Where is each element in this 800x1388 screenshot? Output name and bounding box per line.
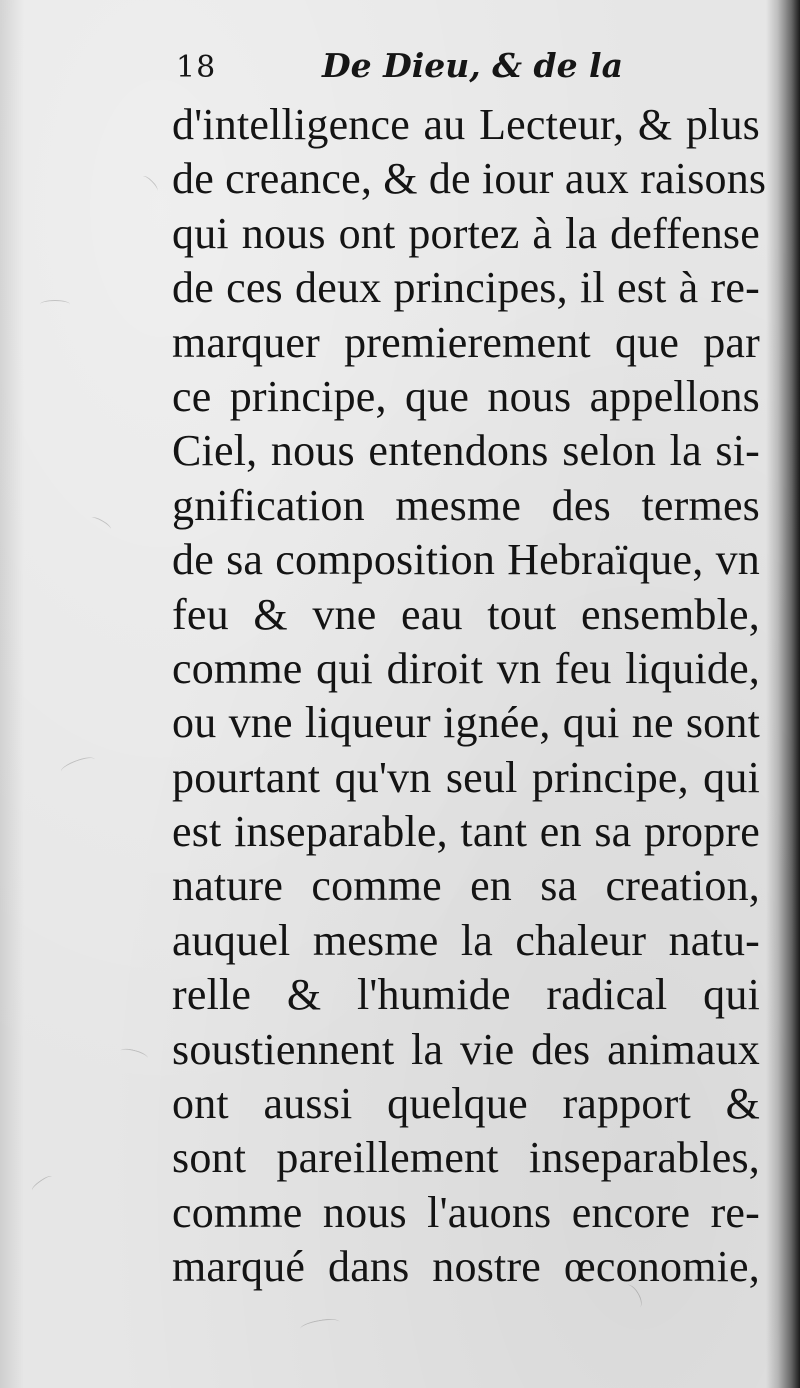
- text-line: comme qui diroit vn feu liquide,: [172, 643, 760, 693]
- running-head-title: De Dieu, & de la: [322, 46, 623, 85]
- body-text: [172, 98, 772, 1295]
- page-number: 18: [176, 50, 217, 85]
- text-line: ou vne liqueur ignée, qui ne sont: [172, 698, 760, 748]
- page-edge-shading: [0, 0, 24, 1388]
- paper-fiber: [30, 1174, 54, 1194]
- running-head: [176, 42, 676, 94]
- text-line: d'intelligence au Lecteur, & plus: [172, 100, 760, 149]
- text-line: gnification mesme des termes: [172, 480, 760, 530]
- text-line: auquel mesme la chaleur natu-: [172, 915, 760, 965]
- text-line: ont aussi quelque rapport &: [172, 1079, 760, 1129]
- text-line: de creance, & de iour aux raisons: [172, 154, 767, 204]
- paper-fiber: [140, 174, 159, 193]
- text-line: comme nous l'auons encore re-: [172, 1187, 760, 1237]
- text-line: Ciel, nous entendons selon la si-: [172, 426, 760, 476]
- text-line: pourtant qu'vn seul principe, qui: [172, 752, 760, 802]
- text-line: relle & l'humide radical qui: [172, 970, 760, 1020]
- paper-fiber: [59, 754, 97, 777]
- text-line: qui nous ont portez à la deffense: [172, 208, 760, 258]
- paper-fiber: [90, 515, 113, 532]
- paper-fiber: [299, 1317, 340, 1335]
- text-line: est inseparable, tant en sa propre: [172, 807, 760, 857]
- paper-fiber: [119, 1047, 148, 1063]
- text-line: de ces deux principes, il est à re-: [172, 263, 760, 313]
- text-line: marquer premierement que par: [172, 317, 760, 367]
- text-line: nature comme en sa creation,: [172, 861, 760, 911]
- text-line: ce principe, que nous appellons: [172, 371, 760, 421]
- text-line: feu & vne eau tout ensemble,: [172, 589, 760, 639]
- paper-fiber: [40, 300, 70, 309]
- text-line: de sa composition Hebraïque, vn: [172, 535, 760, 585]
- text-line: soustiennent la vie des animaux: [172, 1024, 760, 1074]
- text-line: marqué dans nostre œconomie,: [172, 1242, 760, 1292]
- text-line: sont pareillement inseparables,: [172, 1133, 760, 1183]
